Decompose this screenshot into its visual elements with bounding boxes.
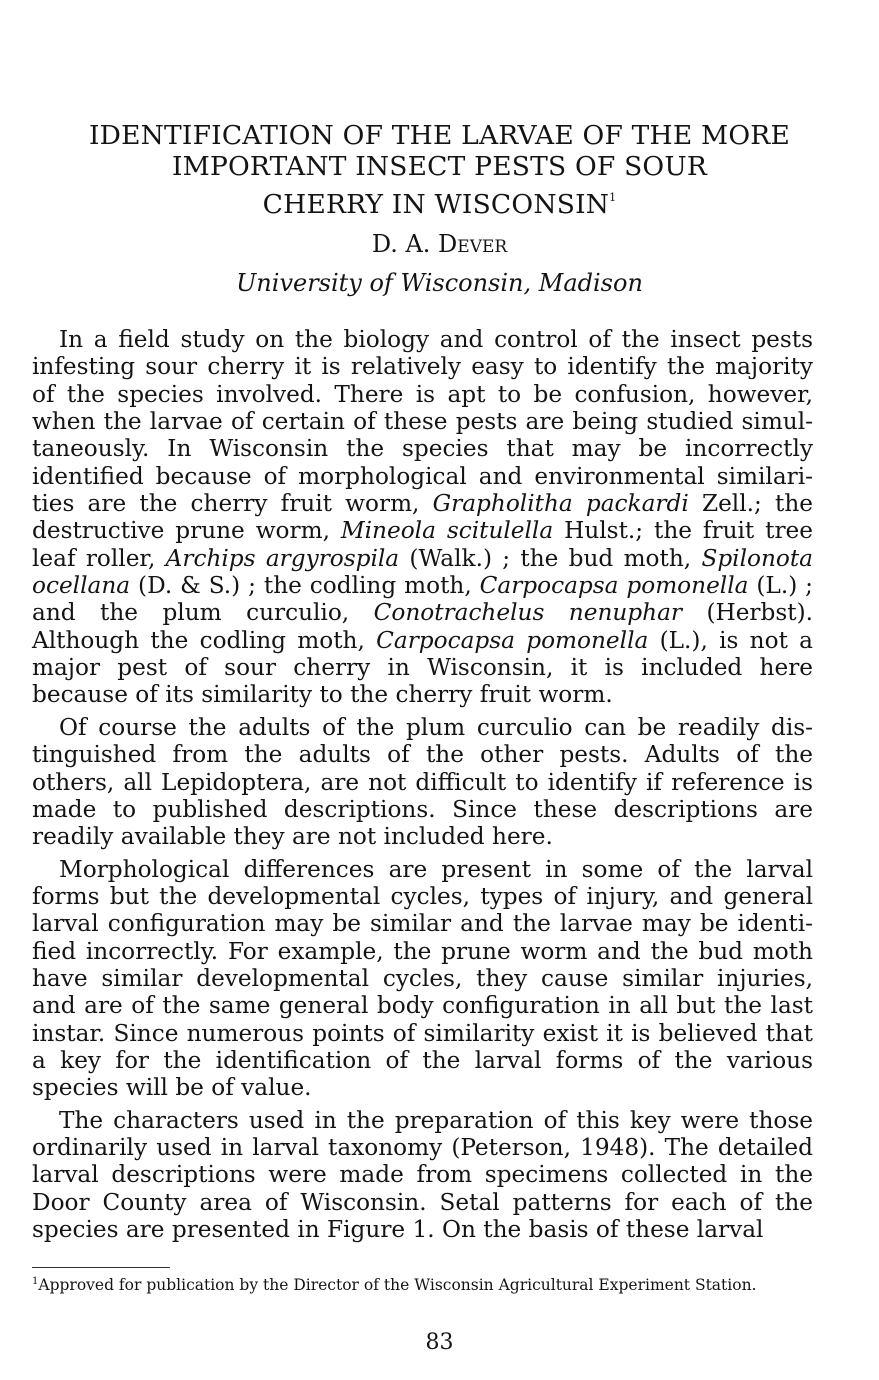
- article-title: [40, 120, 839, 220]
- paragraph-2: Of course the adults of the plum curculio can be readily distinguished from the adults of the other pests. Adults of the others, all Lepidoptera, are not difficult to identify if reference is made to published descriptions. Since these descriptions are readily available they are not included here.: [32, 713, 813, 851]
- page-number: 83: [425, 1330, 454, 1355]
- p1-text-7: (Herbst). Although the codling moth,: [32, 599, 813, 654]
- p1-text-1: In a field study on the biology and control of the insect pests infesting sour cherry it is relatively easy to identify the majority of the species involved. There is apt to be confusion, however, when the larvae of certain of these pests are being studied simultaneously. In Wisconsin the species that may be incorrectly identified because of morphological and environmental similarities are the cherry fruit worm,: [32, 326, 813, 518]
- paragraph-4: The characters used in the preparation of this key were those ordinarily used in larval taxonomy (Peterson, 1948). The detailed larval descriptions were made from specimens collected in the Door County area of Wisconsin. Setal patterns for each of the species are presented in Figure 1. On the basis of these larval: [32, 1106, 813, 1243]
- p1-text-4: (Walk.) ; the bud moth,: [399, 544, 702, 572]
- species-name: Carpocapsa pomonella: [479, 572, 749, 600]
- species-name: Archips argyrospila: [165, 544, 400, 572]
- author-affiliation: University of Wisconsin, Madison: [236, 269, 643, 297]
- paragraph-3: Morphological differences are present in some of the larval forms but the developmental cycles, types of injury, and general larval configuration may be similar and the larvae may be identified incorrectly. For example, the prune worm and the bud moth have similar developmental cycles, they cause similar injuries, and are of the same general body configuration in all but the last instar. Since numerous points of similarity exist it is believed that a key for the identification of the larval forms of the various species will be of value.: [32, 855, 813, 1102]
- footnote: [32, 1273, 813, 1294]
- species-name: Carpocapsa pomonella: [376, 626, 649, 654]
- footnote-divider: [32, 1267, 170, 1268]
- title-line-1: IDENTIFICATION OF THE LARVAE OF THE MORE: [88, 120, 790, 151]
- paragraph-1: [32, 326, 813, 709]
- author-name: D. A. Dever: [371, 230, 508, 258]
- species-name: Spilonota ocellana: [32, 544, 813, 600]
- p1-text-8: (L.), is not a major pest of sour cherry in Wisconsin, it is included here because of its similarity to the cherry fruit worm.: [32, 626, 813, 709]
- title-line-3: [40, 182, 839, 220]
- article-body: [32, 326, 813, 1248]
- title-line-3-text: CHERRY IN WISCONSIN: [262, 189, 610, 220]
- title-footnote-mark: 1: [609, 191, 617, 204]
- species-name: Grapholitha packardi: [432, 490, 689, 518]
- p1-text-6: (L.) ; and the plum curculio,: [32, 572, 813, 627]
- p1-text-2: Zell.; the destructive prune worm,: [32, 490, 813, 545]
- p1-text-5: (D. & S.) ; the codling moth,: [130, 572, 480, 600]
- footnote-mark: 1: [32, 1276, 39, 1287]
- species-name: Conotrachelus nenuphar: [373, 599, 682, 627]
- species-name: Mineola scitulella: [340, 517, 554, 545]
- p1-text-3: Hulst.; the fruit tree leaf roller,: [32, 517, 814, 572]
- title-line-2: IMPORTANT INSECT PESTS OF SOUR: [171, 151, 708, 182]
- footnote-text: Approved for publication by the Director of the Wisconsin Agricultural Experiment Station.: [38, 1276, 757, 1294]
